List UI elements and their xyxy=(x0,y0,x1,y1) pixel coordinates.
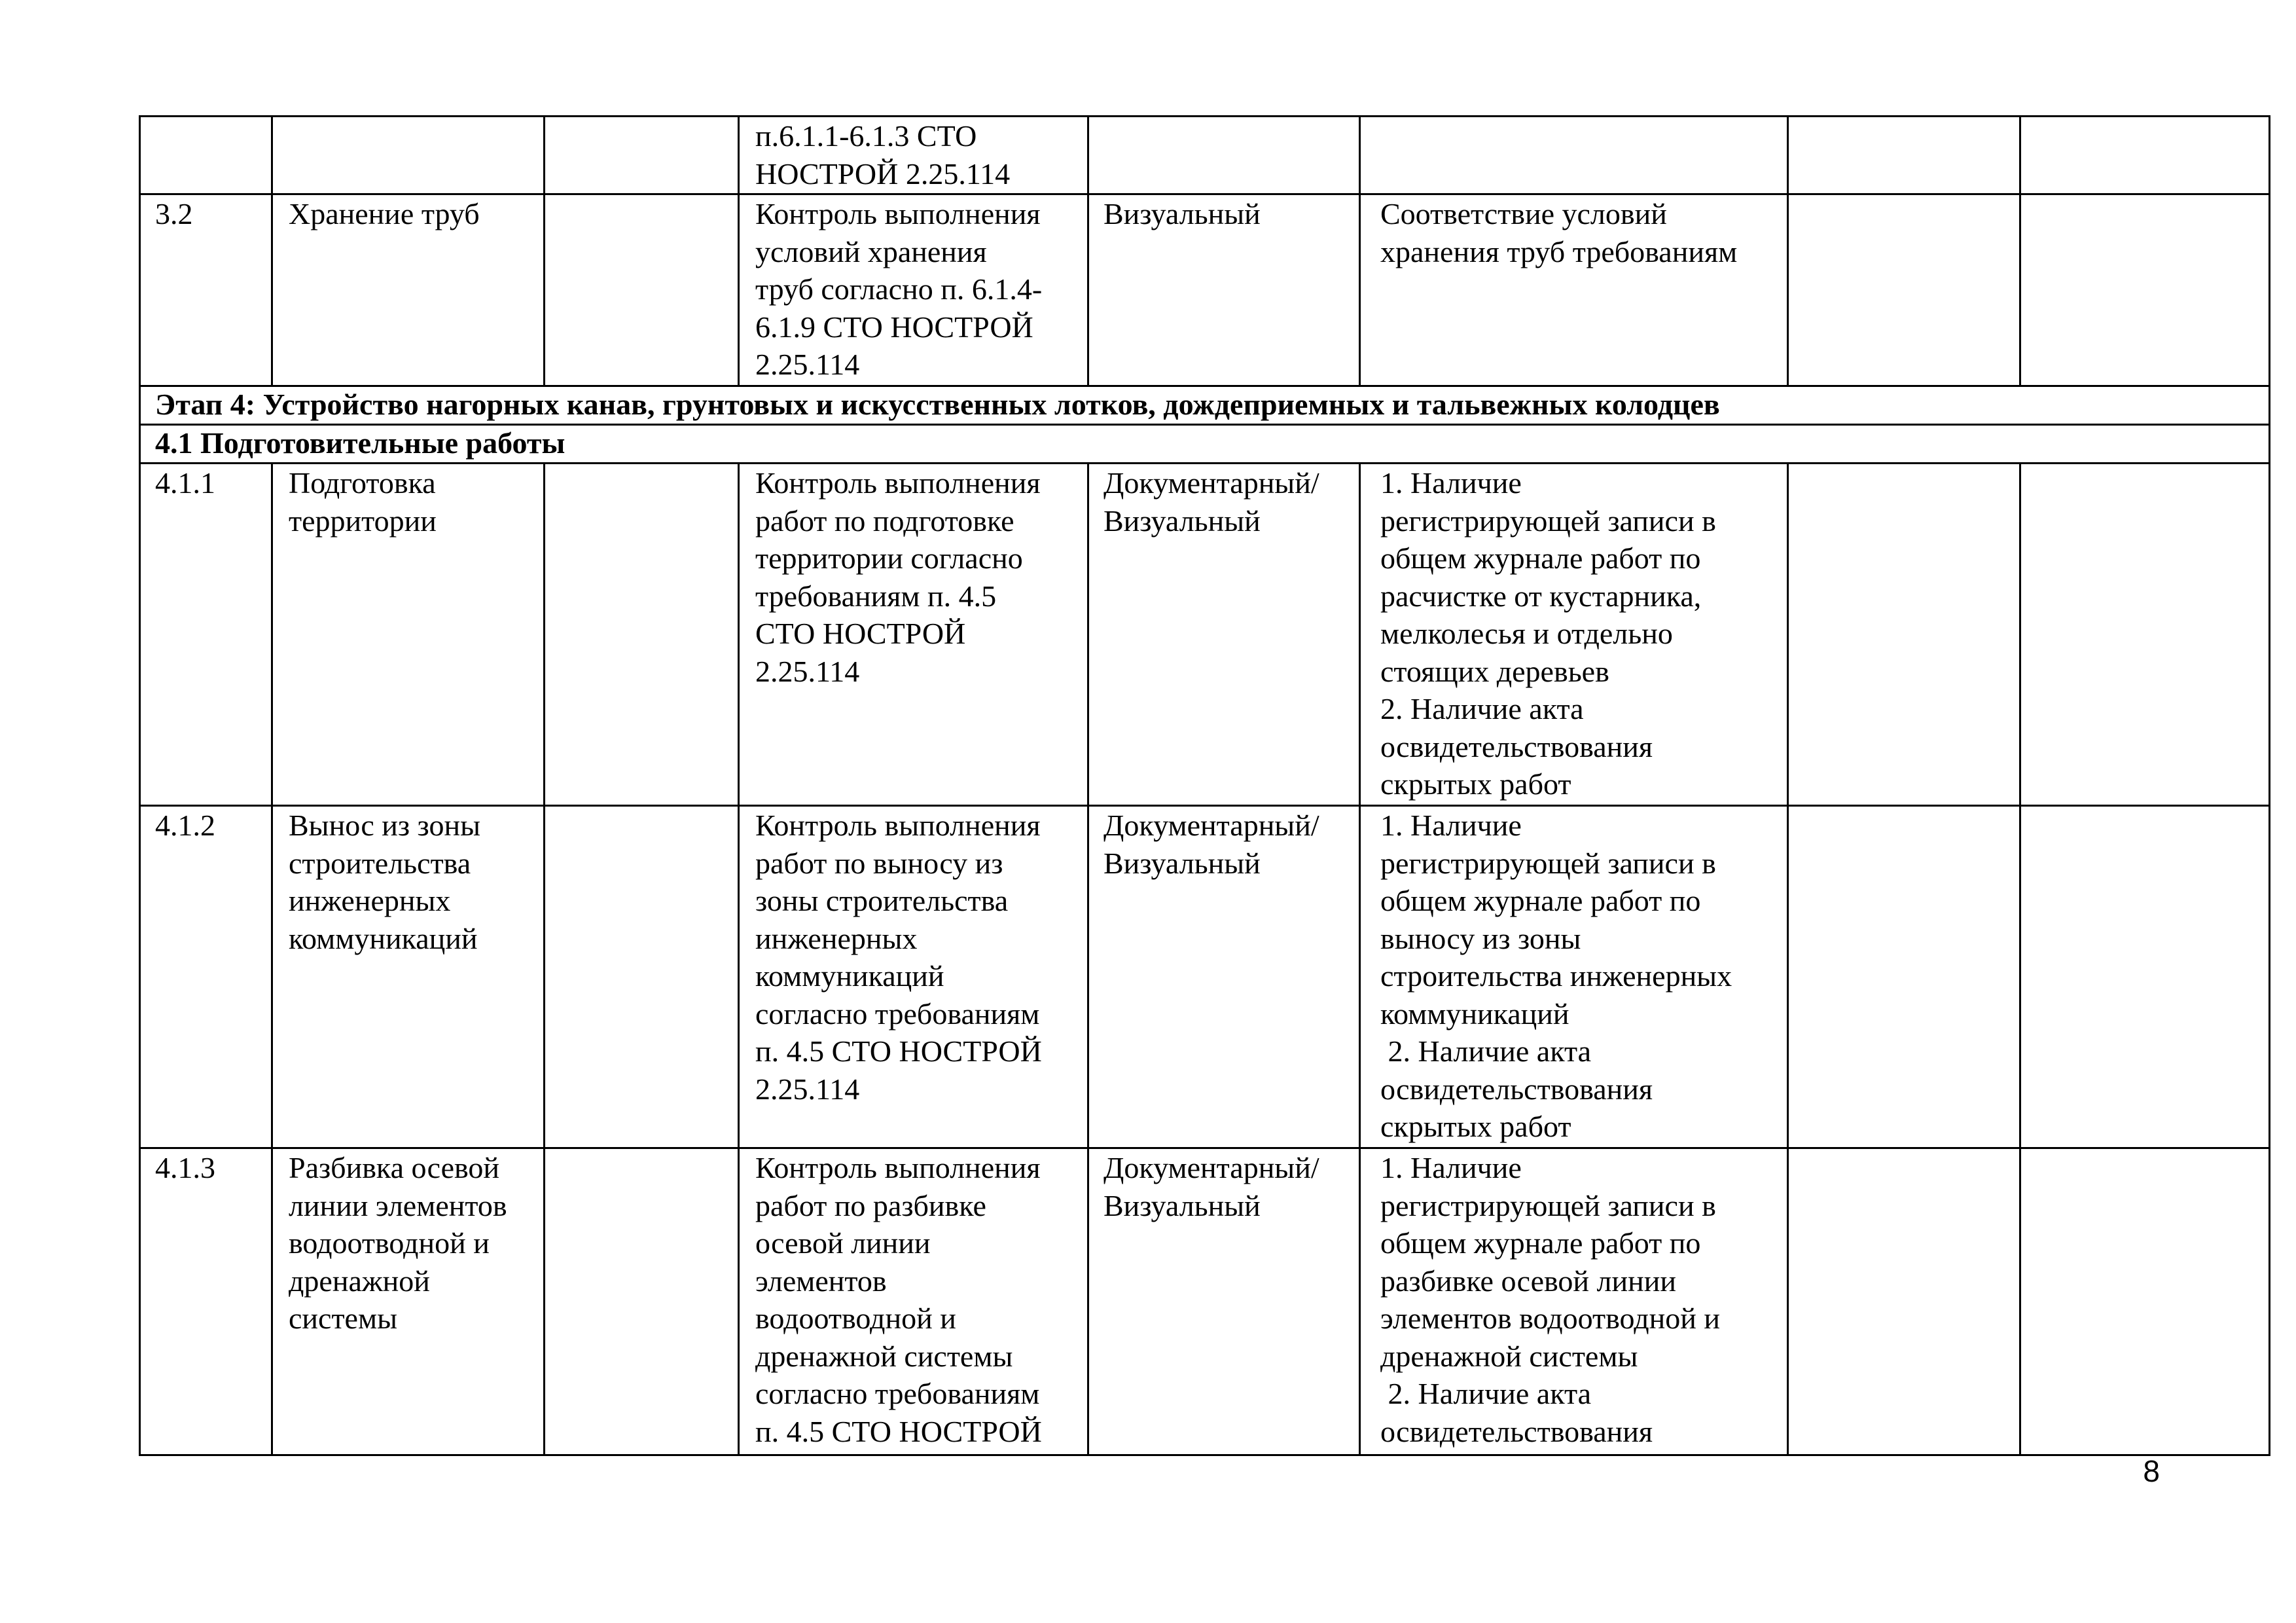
section-heading: 4.1 Подготовительные работы xyxy=(155,426,565,460)
cell-text: Контроль выполнения условий хранения труб согласно п. 6.1.4- 6.1.9 СТО НОСТРОЙ 2.25.114 xyxy=(755,197,1043,381)
control-description-cell xyxy=(739,194,1088,386)
work-stage-cell xyxy=(272,806,545,1148)
note-cell xyxy=(2020,806,2270,1148)
work-stage-cell xyxy=(272,117,545,194)
cell-text: 1. Наличие регистрирующей записи в общем журнале работ по расчистке от кустарника, мелколесья и отдельно стоящих деревьев 2. Наличие акта освидетельствования скрытых работ xyxy=(1380,466,1716,801)
note-cell xyxy=(2020,117,2270,194)
work-stage-cell xyxy=(272,194,545,386)
section-heading-cell xyxy=(140,386,2270,425)
control-method-cell xyxy=(1088,117,1360,194)
document-cell xyxy=(545,194,739,386)
document-cell xyxy=(545,464,739,806)
cell-text: 4.1.2 xyxy=(155,809,215,842)
table-row xyxy=(140,464,2270,806)
cell-text: Контроль выполнения работ по подготовке территории согласно требованиям п. 4.5 СТО НОСТРОЙ 2.25.114 xyxy=(755,466,1041,688)
control-description-cell xyxy=(739,806,1088,1148)
cell-text: Вынос из зоны строительства инженерных коммуникаций xyxy=(289,809,480,955)
note-cell xyxy=(2020,464,2270,806)
row-number-cell xyxy=(140,117,272,194)
table-row xyxy=(140,1148,2270,1455)
criteria-cell xyxy=(1360,117,1788,194)
cell-text: Визуальный xyxy=(1103,197,1261,230)
cell-text: Подготовка территории xyxy=(289,466,437,538)
control-description-cell xyxy=(739,117,1088,194)
cell-text: 4.1.1 xyxy=(155,466,215,500)
control-method-cell xyxy=(1088,464,1360,806)
control-description-cell xyxy=(739,464,1088,806)
criteria-cell xyxy=(1360,1148,1788,1455)
criteria-cell xyxy=(1360,194,1788,386)
responsible-cell xyxy=(1788,464,2020,806)
cell-text: 1. Наличие регистрирующей записи в общем журнале работ по выносу из зоны строительства инженерных коммуникаций 2. Наличие акта освидетельствования скрытых работ xyxy=(1380,809,1732,1143)
note-cell xyxy=(2020,194,2270,386)
responsible-cell xyxy=(1788,194,2020,386)
cell-text: 3.2 xyxy=(155,197,193,230)
cell-text: Документарный/ Визуальный xyxy=(1103,809,1319,880)
cell-text: 4.1.3 xyxy=(155,1151,215,1184)
section-row xyxy=(140,425,2270,464)
cell-text: Документарный/ Визуальный xyxy=(1103,1151,1319,1222)
cell-text: Хранение труб xyxy=(289,197,480,230)
table-row xyxy=(140,117,2270,194)
responsible-cell xyxy=(1788,1148,2020,1455)
cell-text: п.6.1.1-6.1.3 СТО НОСТРОЙ 2.25.114 xyxy=(755,119,1011,191)
cell-text: Соответствие условий хранения труб требованиям xyxy=(1380,197,1738,268)
section-heading: Этап 4: Устройство нагорных канав, грунтовых и искусственных лотков, дождеприемных и тальвежных колодцев xyxy=(155,388,1720,421)
document-cell xyxy=(545,117,739,194)
document-cell xyxy=(545,1148,739,1455)
row-number-cell xyxy=(140,464,272,806)
cell-text: Контроль выполнения работ по выносу из зоны строительства инженерных коммуникаций согласно требованиям п. 4.5 СТО НОСТРОЙ 2.25.114 xyxy=(755,809,1042,1106)
section-row xyxy=(140,386,2270,425)
row-number-cell xyxy=(140,194,272,386)
note-cell xyxy=(2020,1148,2270,1455)
control-method-cell xyxy=(1088,806,1360,1148)
responsible-cell xyxy=(1788,806,2020,1148)
cell-text: Документарный/ Визуальный xyxy=(1103,466,1319,538)
control-method-cell xyxy=(1088,194,1360,386)
cell-text: Разбивка осевой линии элементов водоотводной и дренажной системы xyxy=(289,1151,507,1335)
control-description-cell xyxy=(739,1148,1088,1455)
table-body xyxy=(140,117,2270,1455)
control-method-cell xyxy=(1088,1148,1360,1455)
cell-text: 1. Наличие регистрирующей записи в общем журнале работ по разбивке осевой линии элементов водоотводной и дренажной системы 2. Наличие акта освидетельствования xyxy=(1380,1151,1720,1448)
row-number-cell xyxy=(140,1148,272,1455)
table-row xyxy=(140,806,2270,1148)
row-number-cell xyxy=(140,806,272,1148)
table-row xyxy=(140,194,2270,386)
criteria-cell xyxy=(1360,464,1788,806)
page-number: 8 xyxy=(2143,1454,2160,1488)
work-stage-cell xyxy=(272,464,545,806)
document-cell xyxy=(545,806,739,1148)
responsible-cell xyxy=(1788,117,2020,194)
cell-text: Контроль выполнения работ по разбивке осевой линии элементов водоотводной и дренажной системы согласно требованиям п. 4.5 СТО НОСТРОЙ xyxy=(755,1151,1042,1448)
section-heading-cell xyxy=(140,425,2270,464)
criteria-cell xyxy=(1360,806,1788,1148)
work-stage-cell xyxy=(272,1148,545,1455)
control-table xyxy=(139,115,2270,1456)
